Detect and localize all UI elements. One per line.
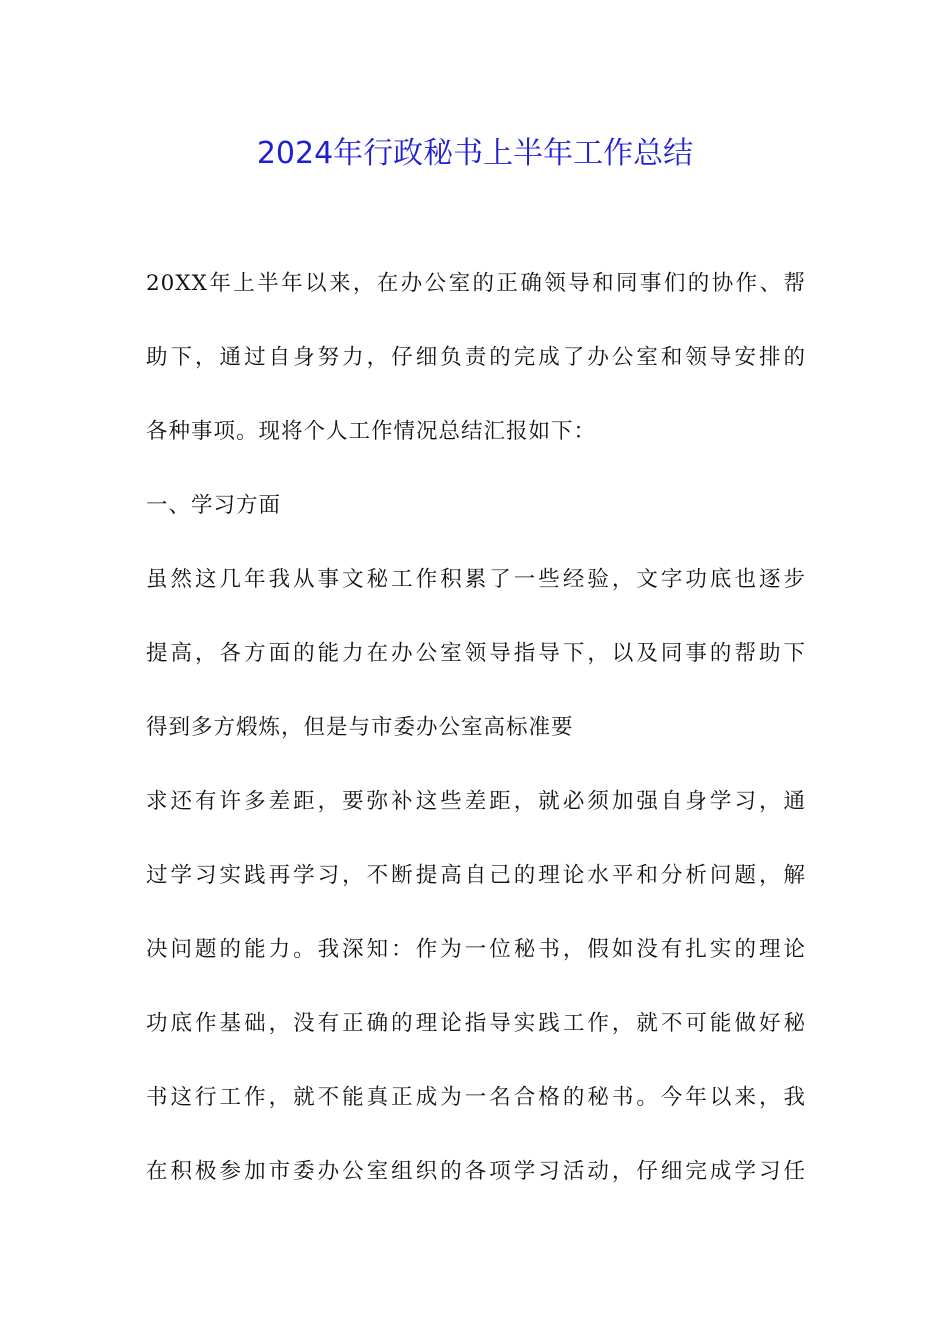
text-line: 提高，各方面的能力在办公室领导指导下，以及同事的帮助下 <box>146 641 806 666</box>
text-line: 求还有许多差距，要弥补这些差距，就必须加强自身学习，通 <box>146 789 806 814</box>
text-line: 助下，通过自身努力，仔细负责的完成了办公室和领导安排的 <box>146 345 806 370</box>
text-line: 一、学习方面 <box>146 493 282 518</box>
document-title: 2024年行政秘书上半年工作总结 <box>256 136 694 171</box>
text-line: 各种事项。现将个人工作情况总结汇报如下： <box>146 419 597 444</box>
text-line: 书这行工作，就不能真正成为一名合格的秘书。今年以来，我 <box>146 1085 806 1110</box>
text-line: 决问题的能力。我深知：作为一位秘书，假如没有扎实的理论 <box>146 937 806 962</box>
document-body <box>146 264 806 1226</box>
text-line: 在积极参加市委办公室组织的各项学习活动，仔细完成学习任 <box>146 1159 806 1184</box>
text-line: 过学习实践再学习，不断提高自己的理论水平和分析问题，解 <box>146 863 806 888</box>
text-line: 功底作基础，没有正确的理论指导实践工作，就不可能做好秘 <box>146 1011 806 1036</box>
text-line: 20XX年上半年以来，在办公室的正确领导和同事们的协作、帮 <box>146 271 806 296</box>
text-line: 得到多方煅炼，但是与市委办公室高标准要 <box>146 715 574 740</box>
text-line: 虽然这几年我从事文秘工作积累了一些经验，文字功底也逐步 <box>146 567 806 592</box>
